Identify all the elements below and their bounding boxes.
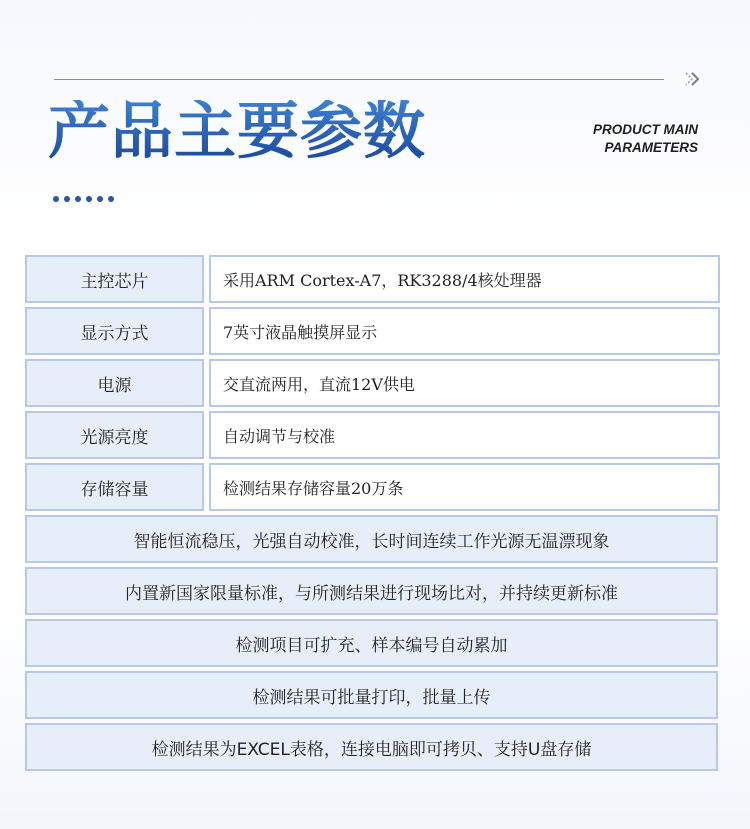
dot-icon: [108, 196, 114, 202]
param-value: 自动调节与校准: [209, 411, 720, 459]
feature-text: 检测结果为EXCEL表格，连接电脑即可拷贝、支持U盘存储: [25, 723, 718, 771]
page-subtitle: [593, 121, 698, 157]
feature-row: [25, 619, 720, 667]
table-row: [25, 359, 720, 407]
param-value: 采用ARM Cortex-A7，RK3288/4核处理器: [209, 255, 720, 303]
feature-row: [25, 723, 720, 771]
dot-icon: [64, 196, 70, 202]
param-value: 检测结果存储容量20万条: [209, 463, 720, 511]
param-value: 交直流两用，直流12V供电: [209, 359, 720, 407]
feature-text: 智能恒流稳压，光强自动校准，长时间连续工作光源无温漂现象: [25, 515, 718, 563]
parameters-table: [25, 255, 720, 775]
feature-text: 检测项目可扩充、样本编号自动累加: [25, 619, 718, 667]
feature-text: 检测结果可批量打印，批量上传: [25, 671, 718, 719]
subtitle-line-2: PARAMETERS: [604, 140, 698, 155]
param-label: 主控芯片: [25, 255, 204, 303]
dot-icon: [75, 196, 81, 202]
dot-icon: [86, 196, 92, 202]
header-divider: [54, 79, 664, 80]
param-label: 存储容量: [25, 463, 204, 511]
page-title: 产品主要参数: [48, 94, 427, 167]
table-row: [25, 307, 720, 355]
feature-text: 内置新国家限量标准，与所测结果进行现场比对，并持续更新标准: [25, 567, 718, 615]
param-label: 显示方式: [25, 307, 204, 355]
table-row: [25, 255, 720, 303]
decorative-dots: [53, 196, 114, 204]
dot-icon: [97, 196, 103, 202]
param-value: 7英寸液晶触摸屏显示: [209, 307, 720, 355]
dot-icon: [53, 196, 59, 202]
feature-row: [25, 515, 720, 563]
feature-row: [25, 567, 720, 615]
subtitle-line-1: PRODUCT MAIN: [593, 122, 698, 137]
param-label: 光源亮度: [25, 411, 204, 459]
double-chevron-right-icon: [681, 67, 705, 91]
table-row: [25, 463, 720, 511]
feature-row: [25, 671, 720, 719]
table-row: [25, 411, 720, 459]
param-label: 电源: [25, 359, 204, 407]
